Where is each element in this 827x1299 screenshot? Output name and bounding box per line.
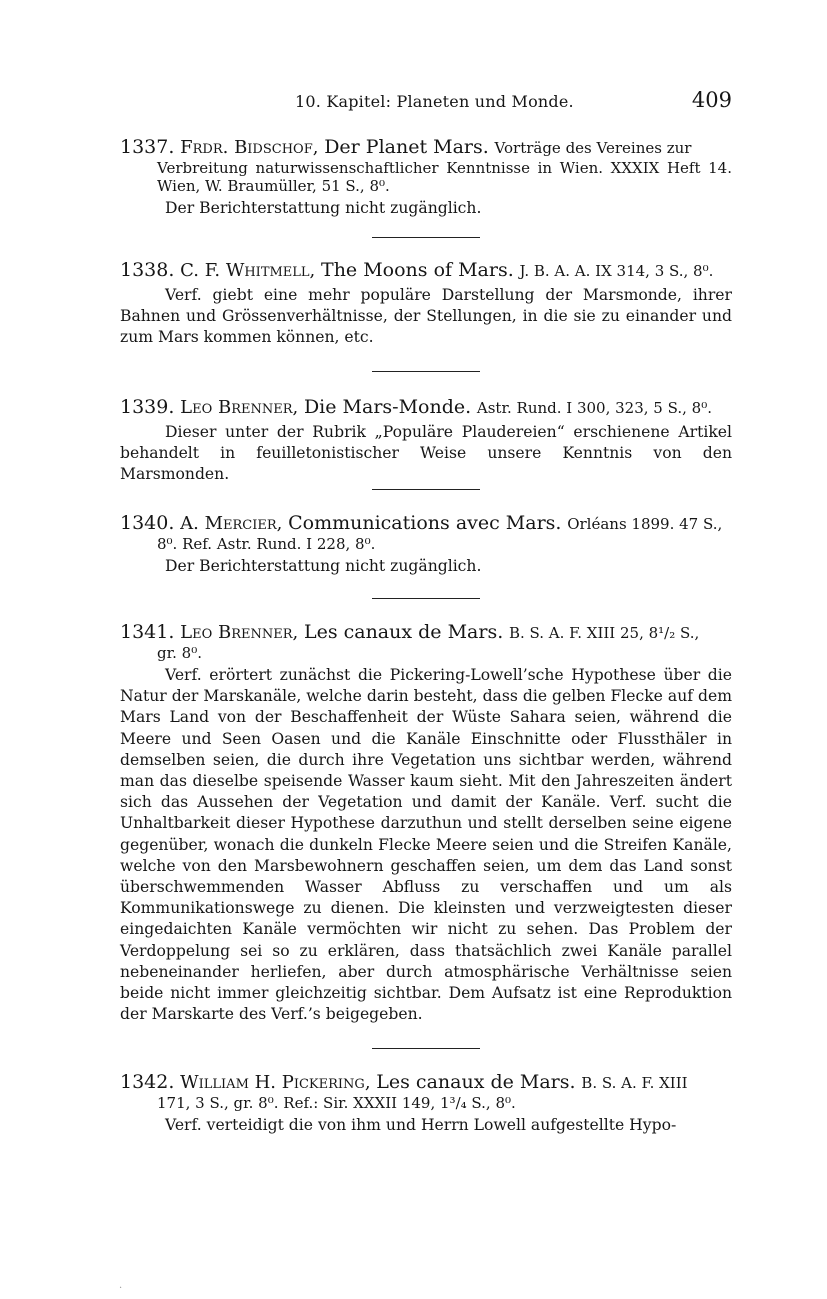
entry-reference: J. B. A. A. IX 314, 3 S., 8⁰.	[519, 262, 714, 280]
separator-rule	[372, 598, 480, 599]
entry-reference: B. S. A. F. XIII	[581, 1074, 688, 1092]
entry-title: Les canaux de Mars.	[303, 621, 504, 643]
separator-rule	[372, 1048, 480, 1049]
entry-1337	[120, 136, 732, 219]
entry-heading	[120, 259, 732, 282]
running-head	[120, 88, 732, 116]
entry-number: 1340.	[120, 512, 175, 534]
entry-number: 1338.	[120, 259, 175, 281]
entry-body: Verf. verteidigt die von ihm und Herrn Lowell aufgestellte Hypo-	[165, 1116, 677, 1134]
entry-author: William H. Pickering,	[180, 1072, 371, 1093]
entry-1338	[120, 259, 732, 349]
entry-reference-continued: 171, 3 S., gr. 8⁰. Ref.: Sir. XXXII 149, 1³/₄ S., 8⁰.	[157, 1094, 516, 1112]
entry-author: Leo Brenner,	[180, 397, 299, 418]
entry-number: 1341.	[120, 621, 175, 643]
entry-heading	[120, 1071, 732, 1094]
entry-author: A. Mercier,	[180, 513, 283, 534]
entry-title: The Moons of Mars.	[321, 259, 514, 281]
chapter-title: 10. Kapitel: Planeten und Monde.	[295, 92, 574, 111]
entry-heading	[120, 621, 732, 644]
entry-title: Die Mars-Monde.	[303, 396, 472, 418]
entry-reference: Vorträge des Vereines zur	[494, 139, 692, 157]
entry-reference-continued: gr. 8⁰.	[157, 644, 202, 662]
entry-body: Dieser unter der Rubrik „Populäre Plaudereien“ erschienene Artikel behandelt in feuilletonistischer Weise unsere Kenntnis von den Marsmonden.	[120, 423, 732, 484]
page-number: 409	[691, 88, 732, 112]
entry-reference-continued: 8⁰. Ref. Astr. Rund. I 228, 8⁰.	[157, 535, 376, 553]
scan-speck: .	[119, 1280, 123, 1291]
entry-1339	[120, 396, 732, 486]
separator-rule	[372, 489, 480, 490]
entry-body: Der Berichterstattung nicht zugänglich.	[165, 557, 482, 575]
entry-reference-continued: Verbreitung naturwissenschaftlicher Kenntnisse in Wien. XXXIX Heft 14. Wien, W. Braumüller, 51 S., 8⁰.	[157, 159, 732, 195]
entry-heading	[120, 136, 732, 159]
entry-author: Frdr. Bidschof,	[180, 137, 319, 158]
entry-1340	[120, 512, 732, 577]
entry-heading	[120, 512, 732, 535]
entry-body: Verf. giebt eine mehr populäre Darstellung der Marsmonde, ihrer Bahnen und Grössenverhältnisse, der Stellungen, in die sie zu einander und zum Mars kommen können, etc.	[120, 286, 732, 347]
entry-number: 1339.	[120, 396, 175, 418]
entry-heading	[120, 396, 732, 419]
separator-rule	[372, 237, 480, 238]
entry-title: Der Planet Mars.	[324, 136, 489, 158]
entry-reference: Orléans 1899. 47 S.,	[567, 515, 723, 533]
entry-body: Der Berichterstattung nicht zugänglich.	[165, 199, 482, 217]
entry-author: C. F. Whitmell,	[180, 260, 316, 281]
entry-author: Leo Brenner,	[180, 622, 299, 643]
entry-title: Communications avec Mars.	[288, 512, 562, 534]
entry-1342	[120, 1071, 732, 1136]
entry-reference: Astr. Rund. I 300, 323, 5 S., 8⁰.	[476, 399, 712, 417]
entry-body: Verf. erörtert zunächst die Pickering-Lowell’sche Hypothese über die Natur der Marskanäle, welche darin besteht, dass die gelben Flecke auf dem Mars Land von der Beschaffenheit der Wüste Sahara seien, während die Meere und Seen Oasen und die Kanäle Einschnitte oder Flussthäler in demselben seien, die durch ihre Vegetation uns sichtbar werden, während man das dieselbe speisende Wasser kaum sieht. Mit den Jahreszeiten ändert sich das Aussehen der Vegetation und damit der Kanäle. Verf. sucht die Unhaltbarkeit dieser Hypothese darzuthun und stellt derselben seine eigene gegenüber, wonach die dunkeln Flecke Meere seien und die Streifen Kanäle, welche von den Marsbewohnern geschaffen seien, um dem das Land sonst überschwemmenden Wasser Abfluss zu verschaffen und um als Kommunikationswege zu dienen. Die kleinsten und verzweigtesten dieser eingedaichten Kanäle vermöchten wir nicht zu sehen. Das Problem der Verdoppelung sei so zu erklären, dass thatsächlich zwei Kanäle parallel nebeneinander herliefen, aber durch atmosphärische Verhältnisse seien beide nicht immer gleichzeitig sichtbar. Dem Aufsatz ist eine Reproduktion der Marskarte des Verf.’s beigegeben.	[120, 666, 732, 1024]
entry-number: 1337.	[120, 136, 175, 158]
entry-title: Les canaux de Mars.	[376, 1071, 576, 1093]
entry-1341	[120, 621, 732, 1025]
separator-rule	[372, 371, 480, 372]
entry-reference: B. S. A. F. XIII 25, 8¹/₂ S.,	[508, 624, 700, 642]
entry-number: 1342.	[120, 1071, 175, 1093]
